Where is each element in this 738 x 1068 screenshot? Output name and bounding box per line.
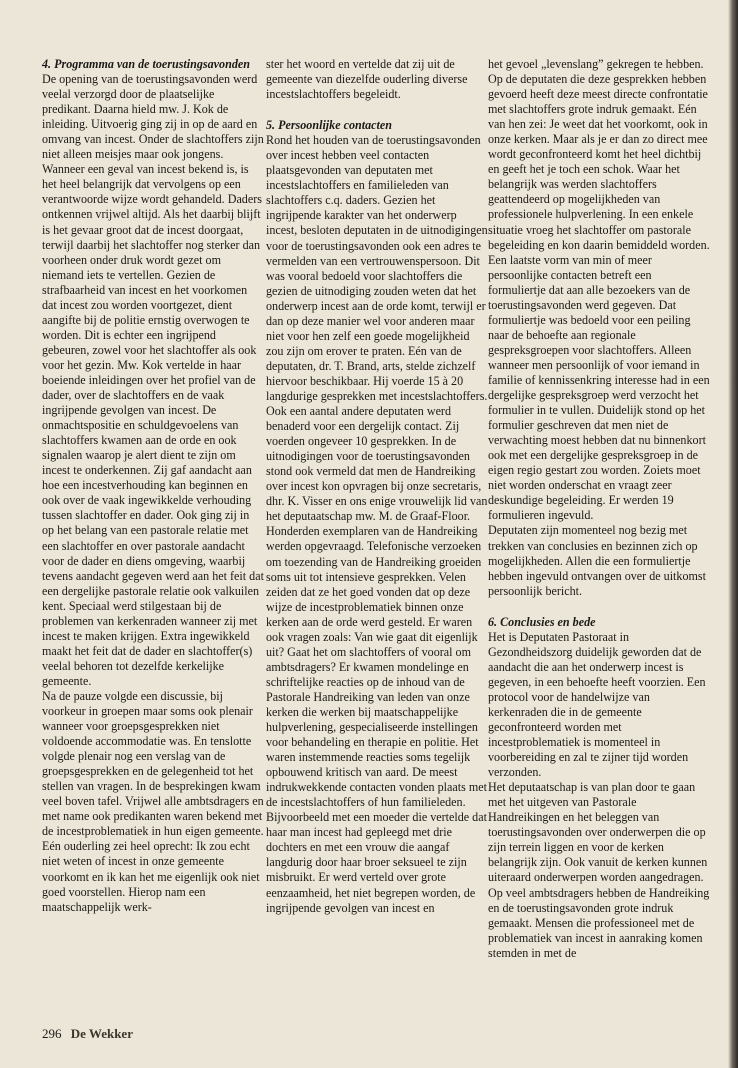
section-heading-4: 4. Programma van de toerustingsavonden [42, 57, 250, 71]
page-spine-shadow [728, 0, 738, 1068]
paragraph: Deputaten zijn momenteel nog bezig met trekken van conclusies en bezinnen zich op mogelijkheden. Allen die een formuliertje hebben ingevuld ontvangen over de uitkomst persoonlijk bericht. [488, 523, 706, 598]
paragraph: het gevoel „levenslang” gekregen te hebben. Op de deputaten die deze gesprekken hebben gevoerd heeft deze meest directe confrontatie met slachtoffers grote indruk gemaakt. Eén van hen zei: Je weet dat het voorkomt, ook in onze kerken. Maar als je er dan zo direct mee wordt geconfronteerd komt het heel dichtbij en geeft het je toch een schok. Waar het belangrijk was werden slachtoffers geattendeerd op mogelijkheden van professionele hulpverlening. In een enkele situatie vroeg het slachtoffer om pastorale begeleiding en kon daarin bemiddeld worden. Een laatste vorm van min of meer persoonlijke contacten betreft een formuliertje dat aan alle bezoekers van de toerustingsavonden werd gegeven. Dat formuliertje was bedoeld voor een peiling naar de behoefte aan regionale gespreksgroepen voor slachtoffers. Alleen wanneer men persoonlijk of voor iemand in familie of kennissenkring interesse had in een dergelijke gespreksgroep werd verzocht het formulier in te vullen. Duidelijk stond op het formulier geschreven dat men niet de verwachting moest hebben dat nu binnenkort ook met een dergelijke gespreksgroep in de eigen regio gestart zou worden. Zoiets moet niet worden onderschat en vraagt zeer deskundige begeleiding. Er werden 19 formulieren ingevuld. [488, 57, 710, 523]
page-number: 296 [42, 1026, 62, 1041]
paragraph: Op veel ambtsdragers hebben de Handreiking en de toerustingsavonden grote indruk gemaakt. Mensen die professioneel met de problematiek van incest in aanraking komen stemden in met de [488, 885, 710, 960]
publication-name: De Wekker [70, 1026, 133, 1041]
column-left [42, 57, 264, 915]
page-footer [42, 1026, 133, 1042]
section-gap [488, 599, 710, 615]
column-right [488, 57, 710, 961]
paragraph: Het is Deputaten Pastoraat in Gezondheidszorg duidelijk geworden dat de aandacht die aan het onderwerp incest is gegeven, in een behoefte heeft voorzien. Een protocol voor de handelwijze van kerkenraden die in de gemeente geconfronteerd worden met incestproblematiek is momenteel in voorbereiding en zal te zijner tijd worden verzonden. [488, 629, 706, 780]
section-heading-6: 6. Conclusies en bede [488, 614, 596, 629]
section-heading-5: 5. Persoonlijke contacten [266, 118, 392, 133]
column-middle [266, 57, 488, 916]
paragraph: De opening van de toerustingsavonden werd veelal verzorgd door de plaatselijke predikant. Daarna hield mw. J. Kok de inleiding. Uitvoerig ging zij in op de aard en omvang van incest. Onder de slachtoffers zijn niet alleen meisjes maar ook jongens. Wanneer een geval van incest bekend is, is het heel belangrijk dat vervolgens op een verantwoorde wijze wordt gehandeld. Daders ontkennen vrijwel altijd. Als het daarbij blijft is het gevaar groot dat de incest doorgaat, terwijl daarbij het slachtoffer nog sterker dan voorheen onder druk wordt gezet om niemand iets te vertellen. Gezien de strafbaarheid van incest en het voorkomen dat incest zou worden voortgezet, dient aangifte bij de politie ernstig overwogen te worden. Dit is echter een ingrijpend gebeuren, zowel voor het slachtoffer als ook voor het gezin. Mw. Kok vertelde in haar boeiende inleidingen over het profiel van de dader, over de slachtoffers en de vaak ingrijpende gevolgen van incest. De onmachtspositie en schuldgevoelens van slachtoffers kwamen aan de orde en ook signalen waarop je alert dient te zijn om incest te onderkennen. Zij gaf aandacht aan hoe een incestverhouding kan beginnen en ook over de vaak ingewikkelde verhouding tussen slachtoffer en dader. Ook ging zij in op het belang van een pastorale relatie met een slachtoffer en over pastorale aandacht voor de dader en diens omgeving, waarbij tevens aandacht gegeven werd aan het feit dat een dergelijke pastorale relatie ook valkuilen kent. Speciaal werd stilgestaan bij de problemen van kerkenraden wanneer zij met incest te maken krijgen. Extra ingewikkeld maakt het feit dat de dader en slachtoffer(s) veelal behoren tot dezelfde kerkelijke gemeente. [42, 72, 264, 688]
paragraph: Rond het houden van de toerustingsavonden over incest hebben veel contacten plaatsgevonden van deputaten met incestslachtoffers en familieleden van slachtoffers c.q. daders. Gezien het ingrijpende karakter van het onderwerp incest, besloten deputaten in de uitnodigingen voor de toerustingsavonden ook een adres te vermelden van een vertrouwenspersoon. Dit was vooral bedoeld voor slachtoffers die gezien de uitnodiging zouden weten dat het onderwerp incest aan de orde komt, terwijl er dan op deze manier wel voor anderen maar niet voor hen zelf een goede mogelijkheid zou zijn om erover te praten. Eén van de deputaten, dr. T. Brand, arts, stelde zichzelf hiervoor beschikbaar. Hij voerde 15 à 20 langdurige gesprekken met incestslachtoffers. Ook een aantal andere deputaten werd benaderd voor een dergelijk contact. Zij voerden ongeveer 10 gesprekken. In de uitnodigingen voor de toerustingsavonden stond ook vermeld dat men de Handreiking over incest kon opvragen bij onze secretaris, dhr. K. Visser en ons enige vrouwelijk lid van het deputaatschap mw. M. de Graaf-Floor. Honderden exemplaren van de Handreiking werden opgevraagd. Telefonische verzoeken om toezending van de Handreiking groeiden soms uit tot intensieve gesprekken. Velen zeiden dat ze het goed vonden dat op deze wijze de incestproblematiek binnen onze kerken aan de orde werd gesteld. Er waren ook vragen zoals: Van wie gaat dit eigenlijk uit? Gaat het om slachtoffers of vooral om ambtsdragers? Er kwamen mondelinge en schriftelijke reacties op de inhoud van de Pastorale Handreiking van leden van onze kerken die werken bij maatschappelijke hulpverlening, gespecialiseerde instellingen voor behandeling en therapie en politie. Het waren instemmende reacties soms tegelijk opbouwend kritisch van aard. De meest indrukwekkende contacten vonden plaats met de incestslachtoffers of hun familieleden. Bijvoorbeeld met een moeder die vertelde dat haar man incest had gepleegd met drie dochters en met een vrouw die aangaf langdurig door haar broer seksueel te zijn misbruikt. Er werd verteld over grote eenzaamheid, het niet begrepen worden, de ingrijpende gevolgen van incest en [266, 133, 488, 915]
paragraph: ster het woord en vertelde dat zij uit de gemeente van diezelfde ouderling diverse incestslachtoffers begeleidt. [266, 57, 468, 102]
section-gap [266, 102, 488, 118]
paragraph: Na de pauze volgde een discussie, bij voorkeur in groepen maar soms ook plenair wanneer voor groepsgesprekken niet voldoende accommodatie was. En tenslotte volgde plenair nog een verslag van de groepsgesprekken en de gelegenheid tot het stellen van vragen. In de besprekingen kwam veel boven tafel. Vrijwel alle ambtsdragers en met name ook predikanten waren bekend met de incestproblematiek in hun eigen gemeente. Eén ouderling zei heel oprecht: Ik zou echt niet weten of incest in onze gemeente voorkomt en ik kan het me eigenlijk ook niet goed voorstellen. Hierop nam een maatschappelijk werk- [42, 688, 264, 914]
paragraph: Het deputaatschap is van plan door te gaan met het uitgeven van Pastorale Handreikingen en het beleggen van toerustingsavonden over onderwerpen die op zijn terrein liggen en voor de kerken belangrijk zijn. Ook vanuit de kerken kunnen uiteraard onderwerpen worden aangedragen. [488, 780, 708, 885]
